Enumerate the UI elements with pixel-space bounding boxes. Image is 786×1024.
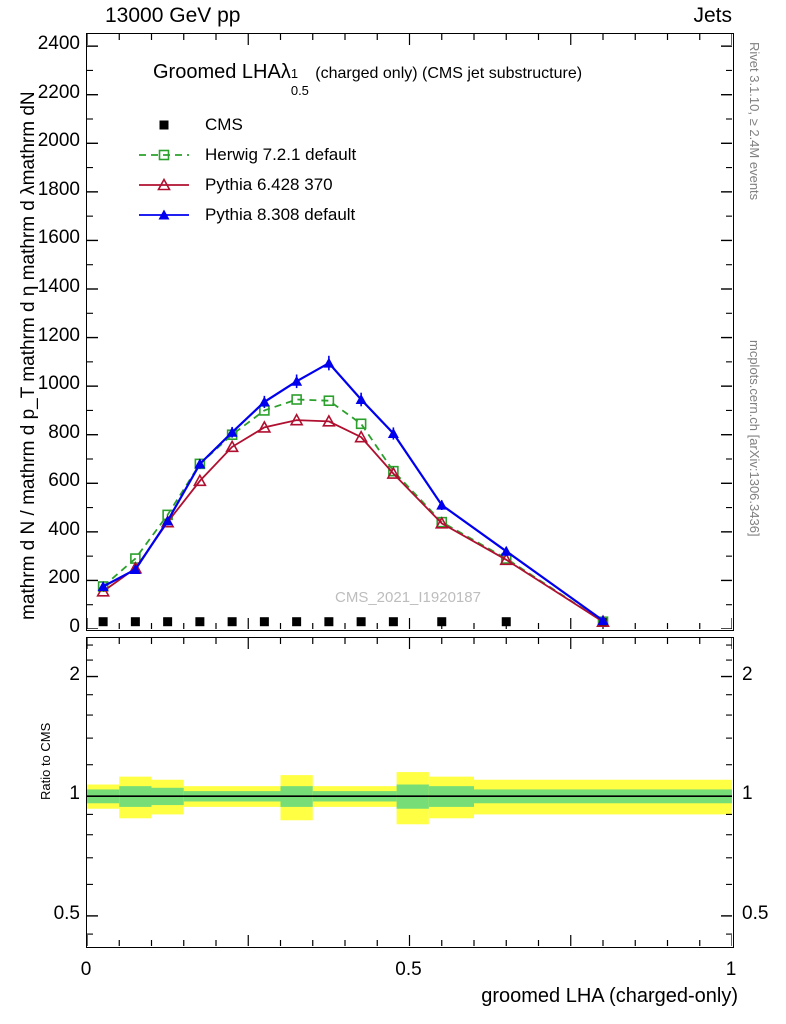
data-marker [228, 617, 237, 626]
x-ticklabel: 0.5 [395, 959, 422, 980]
legend-swatch-square-open [135, 145, 193, 165]
data-marker [357, 617, 366, 626]
legend-item [135, 110, 356, 140]
data-marker [131, 617, 140, 626]
legend-item [135, 170, 356, 200]
y-ticklabel: 600 [48, 470, 80, 492]
y-ticklabel: 1400 [37, 276, 80, 297]
legend-label: Herwig 7.2.1 default [205, 145, 357, 164]
legend-swatch-square-filled [135, 115, 193, 135]
ratio-plot-frame [86, 637, 734, 948]
x-axis-title: groomed LHA (charged-only) [481, 985, 738, 1007]
data-marker [324, 617, 333, 626]
plot-title [153, 61, 583, 98]
x-ticklabel: 0 [80, 959, 92, 980]
x-ticklabel: 1 [725, 959, 737, 980]
rivet-annotation: Rivet 3.1.10, ≥ 2.4M events [747, 42, 762, 201]
ratio-y-ticklabel-right: 0.5 [742, 902, 769, 924]
y-ticklabel: 1200 [37, 324, 80, 346]
y-ticklabel: 1800 [37, 178, 80, 200]
mcplots-annotation: mcplots.cern.ch [arXiv:1306.3436] [747, 340, 762, 537]
legend [135, 110, 356, 230]
legend-swatch-triangle-open [135, 175, 193, 195]
plot-title-superscript: 1 [290, 66, 299, 81]
series-pythia-8-308-default [98, 356, 609, 625]
legend-item [135, 140, 356, 170]
main-y-axis-title: mathrm d N / mathrm d p_T mathrm d η mathrm d λmathrm dN [18, 91, 39, 620]
header-right: Jets [693, 4, 732, 27]
data-marker [259, 396, 270, 406]
legend-swatch-triangle-filled [135, 205, 193, 225]
legend-item [135, 200, 356, 230]
y-ticklabel: 0 [69, 616, 80, 637]
ratio-y-ticklabel-right: 2 [742, 663, 753, 685]
header-left: 13000 GeV pp [105, 4, 241, 27]
y-ticklabel: 400 [48, 518, 80, 540]
y-ticklabel: 2400 [37, 33, 80, 55]
y-ticklabel: 800 [48, 421, 80, 443]
ratio-y-ticklabel: 2 [69, 663, 80, 685]
data-marker [195, 617, 204, 626]
ratio-y-axis-title: Ratio to CMS [38, 722, 53, 800]
y-ticklabel: 1000 [37, 373, 80, 395]
legend-label: Pythia 6.428 370 [205, 175, 333, 194]
data-marker [437, 617, 446, 626]
data-marker [99, 617, 108, 626]
data-marker [292, 617, 301, 626]
y-ticklabel: 200 [48, 567, 80, 589]
watermark-label: CMS_2021_I1920187 [335, 589, 481, 606]
plot-title-main: Groomed LHAλ [153, 61, 291, 83]
series-line [103, 363, 603, 620]
data-marker [502, 617, 511, 626]
legend-label: CMS [205, 115, 243, 134]
data-marker [260, 617, 269, 626]
plot-title-subscript: 0.5 [290, 83, 309, 98]
y-ticklabel: 1600 [37, 227, 80, 249]
data-marker [160, 121, 169, 130]
series-cms [99, 617, 608, 626]
legend-label: Pythia 8.308 default [205, 205, 356, 224]
y-ticklabel: 2200 [37, 81, 80, 103]
ratio-plot-canvas [87, 638, 732, 946]
ratio-y-ticklabel: 1 [69, 783, 80, 805]
data-marker [163, 617, 172, 626]
data-marker [389, 617, 398, 626]
ratio-y-ticklabel: 0.5 [53, 902, 80, 924]
ratio-y-ticklabel-right: 1 [742, 783, 753, 805]
data-marker [323, 358, 334, 368]
data-marker [291, 376, 302, 386]
y-ticklabel: 2000 [37, 130, 80, 152]
plot-title-extra: (charged only) (CMS jet substructure) [315, 65, 583, 82]
